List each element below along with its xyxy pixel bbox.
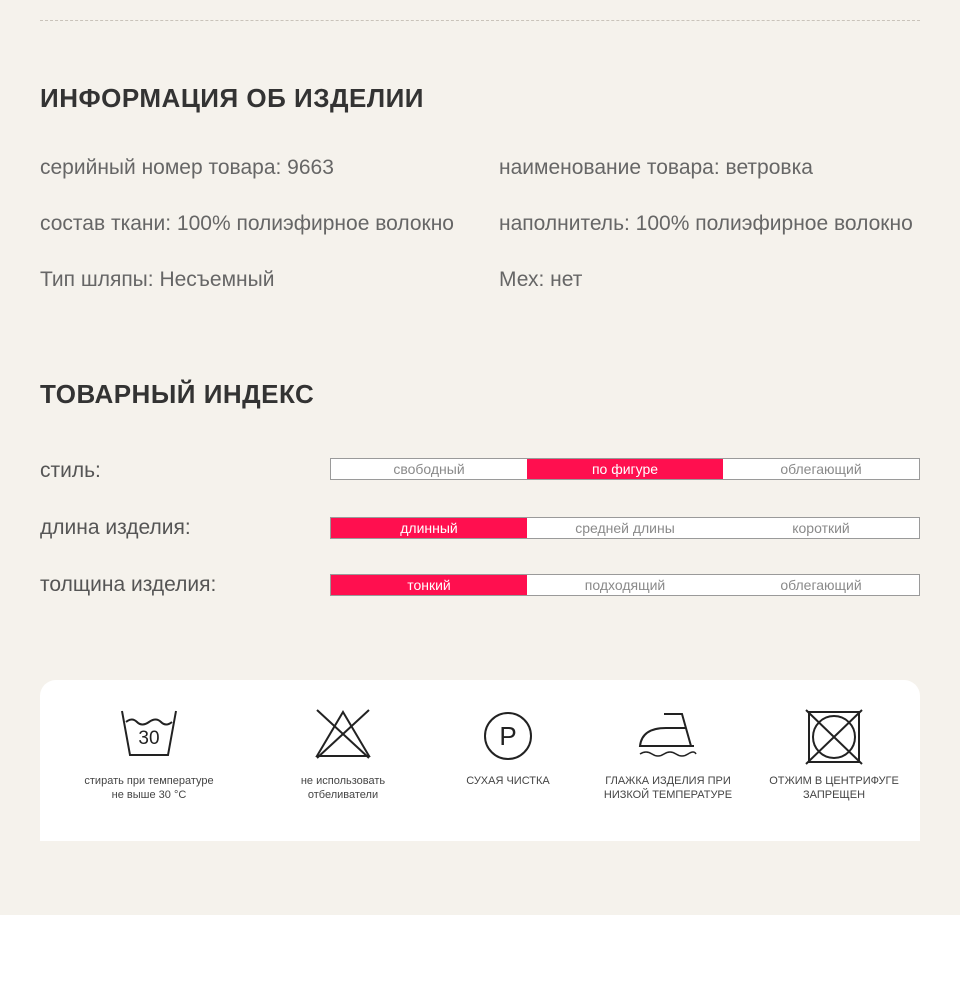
care-item-wash <box>64 708 234 802</box>
wash-temp-text: 30 <box>138 728 160 749</box>
style-scale <box>330 458 920 480</box>
hood-type: Тип шляпы: Несъемный <box>40 268 275 291</box>
fur-info: Мех: нет <box>499 268 583 291</box>
care-item-iron <box>583 708 753 802</box>
product-index-title: ТОВАРНЫЙ ИНДЕКС <box>40 379 315 409</box>
care-item-no-spin <box>749 708 919 802</box>
length-option-long: длинный <box>331 518 527 538</box>
no-bleach-icon <box>313 708 373 760</box>
care-instructions <box>40 680 920 841</box>
no-spin-dry-icon <box>804 708 864 768</box>
fabric-composition: состав ткани: 100% полиэфирное волокно <box>40 212 454 235</box>
serial-number: серийный номер товара: 9663 <box>40 156 334 179</box>
style-option-tight: облегающий <box>780 461 862 477</box>
product-name: наименование товара: ветровка <box>499 156 813 179</box>
top-divider <box>40 20 920 21</box>
length-label: длина изделия: <box>40 516 191 539</box>
care-label-wash: стирать при температуре не выше 30 °C <box>84 775 214 801</box>
length-option-short: короткий <box>792 520 850 536</box>
style-option-loose: свободный <box>393 461 465 477</box>
thickness-scale <box>330 574 920 596</box>
care-label-iron: ГЛАЖКА ИЗДЕЛИЯ ПРИ НИЗКОЙ ТЕМПЕРАТУРЕ <box>603 775 733 801</box>
thickness-label: толщина изделия: <box>40 573 217 596</box>
dry-clean-icon <box>478 708 538 760</box>
style-label: стиль: <box>40 459 101 482</box>
wash-30-icon <box>119 708 179 760</box>
thickness-option-medium: подходящий <box>584 577 666 593</box>
style-option-fitted: по фигуре <box>527 459 723 479</box>
filler-composition: наполнитель: 100% полиэфирное волокно <box>499 212 913 235</box>
care-item-dry-clean <box>423 708 593 788</box>
care-label-no-bleach: не использовать отбеливатели <box>300 775 386 801</box>
dry-clean-letter: P <box>499 721 517 751</box>
care-label-no-spin: ОТЖИМ В ЦЕНТРИФУГЕ ЗАПРЕЩЕН <box>769 775 899 801</box>
length-option-medium: средней длины <box>575 520 675 536</box>
iron-low-icon <box>636 708 700 760</box>
thickness-option-tight: облегающий <box>780 577 862 593</box>
length-scale <box>330 517 920 539</box>
care-item-no-bleach <box>258 708 428 802</box>
product-info-title: ИНФОРМАЦИЯ ОБ ИЗДЕЛИИ <box>40 83 424 113</box>
care-label-dry-clean: СУХАЯ ЧИСТКА <box>466 775 550 787</box>
thickness-option-thin: тонкий <box>331 575 527 595</box>
